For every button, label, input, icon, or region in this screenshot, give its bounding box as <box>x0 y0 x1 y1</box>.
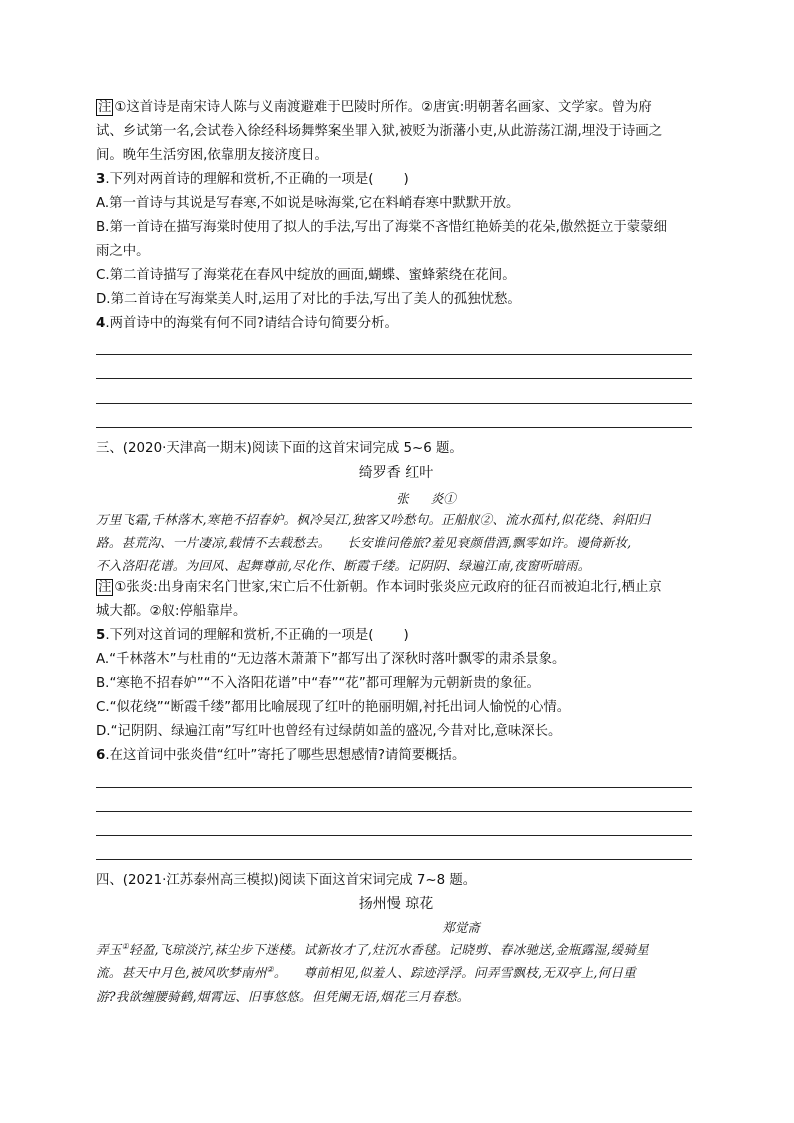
poem-line1: 弄玉①轻盈,飞琼淡泞,袜尘步下迷楼。试新妆才了,炷沉水香毬。记晓剪、春冰驰送,金瓶露湿,缓骑星 <box>96 941 649 957</box>
question-5-option-a: A.“千林落木”与杜甫的“无边落木萧萧下”都写出了深秋时落叶飘零的肃杀景象。 <box>96 652 566 667</box>
poem-line3: 不入洛阳花谱。为回风、起舞尊前,尽化作、断霞千缕。记阴阴、绿遍江南,夜窗听暗雨。 <box>96 558 591 573</box>
question-5-option-d: D.“记阴阴、绿遍江南”写红叶也曾经有过绿荫如盖的盛况,今昔对比,意味深长。 <box>96 724 562 739</box>
section-3-header: 三、(2020·天津高一期末)阅读下面的这首宋词完成 5~6 题。 <box>96 441 463 456</box>
answer-line[interactable] <box>96 427 692 428</box>
poem-line2: 路。甚荒沟、一片凄凉,载情不去载愁去。 长安谁问倦旅?羞见衰颜借酒,飘零如许。谩倚新妆, <box>96 535 632 550</box>
question-3-option-c: C.第二首诗描写了海棠花在春风中绽放的画面,蝴蝶、蜜蜂萦绕在花间。 <box>96 268 516 283</box>
answer-line[interactable] <box>96 811 692 812</box>
question-3-option-a: A.第一首诗与其说是写春寒,不如说是咏海棠,它在料峭春寒中默默开放。 <box>96 196 520 211</box>
question-5-option-c: C.“似花绕”“断霞千缕”都用比喻展现了红叶的艳丽明媚,衬托出词人愉悦的心情。 <box>96 700 571 715</box>
poem-line1: 万里飞霜,千林落木,寒艳不招春妒。枫冷吴江,独客又吟愁句。正船舣②、流水孤村,似花绕、斜阳归 <box>96 512 651 527</box>
question-4-stem: 4.两首诗中的海棠有何不同?请结合诗句简要分析。 <box>96 316 398 331</box>
poem-title: 扬州慢 琼花 <box>358 896 434 912</box>
note-box: 注 <box>98 100 112 115</box>
answer-line[interactable] <box>96 835 692 836</box>
note1-line2: 试、乡试第一名,会试卷入徐经科场舞弊案坐罪入狱,被贬为浙藩小吏,从此游荡江湖,埋没于诗画之 <box>96 124 663 139</box>
answer-line[interactable] <box>96 787 692 788</box>
poem-line3: 游?我欲缠腰骑鹤,烟霄远、旧事悠悠。但凭阑无语,烟花三月春愁。 <box>96 989 470 1004</box>
note2-line2: 城大都。②舣:停船靠岸。 <box>96 604 247 619</box>
poem-author: 张 炎① <box>396 491 456 506</box>
question-5-stem: 5.下列对这首词的理解和赏析,不正确的一项是( ) <box>96 628 409 643</box>
poem-author: 郑觉斋 <box>442 920 480 935</box>
question-3-option-d: D.第二首诗在写海棠美人时,运用了对比的手法,写出了美人的孤独忧愁。 <box>96 292 521 307</box>
poem-title: 绮罗香 红叶 <box>358 465 434 481</box>
question-3-option-b-cont: 雨之中。 <box>96 244 150 259</box>
note2-line1: 注 ①张炎:出身南宋名门世家,宋亡后不仕新朝。作本词时张炎应元政府的征召而被迫北行,栖止京 <box>98 580 662 595</box>
note-box: 注 <box>98 580 112 595</box>
answer-line[interactable] <box>96 354 692 355</box>
answer-line[interactable] <box>96 403 692 404</box>
question-6-stem: 6.在这首词中张炎借“红叶”寄托了哪些思想感情?请简要概括。 <box>96 748 466 763</box>
answer-line[interactable] <box>96 859 692 860</box>
answer-line[interactable] <box>96 378 692 379</box>
note1-line1: 注 ①这首诗是南宋诗人陈与义南渡避难于巴陵时所作。②唐寅:明朝著名画家、文学家。曾为府 <box>98 100 652 115</box>
question-3-option-b: B.第一首诗在描写海棠时使用了拟人的手法,写出了海棠不吝惜红艳娇美的花朵,傲然挺立于蒙蒙细 <box>96 220 667 235</box>
note1-line3: 间。晚年生活穷困,依靠朋友接济度日。 <box>96 148 328 163</box>
poem-line2: 流。甚天中月色,被风吹梦南州②。 尊前相见,似羞人、踪迹浮浮。问弄雪飘枝,无双亭上,何日重 <box>96 964 636 980</box>
section-4-header: 四、(2021·江苏泰州高三模拟)阅读下面这首宋词完成 7~8 题。 <box>96 873 477 888</box>
question-3-stem: 3.下列对两首诗的理解和赏析,不正确的一项是( ) <box>96 172 409 187</box>
question-5-option-b: B.“寒艳不招春妒”“不入洛阳花谱”中“春”“花”都可理解为元朝新贵的象征。 <box>96 676 540 691</box>
